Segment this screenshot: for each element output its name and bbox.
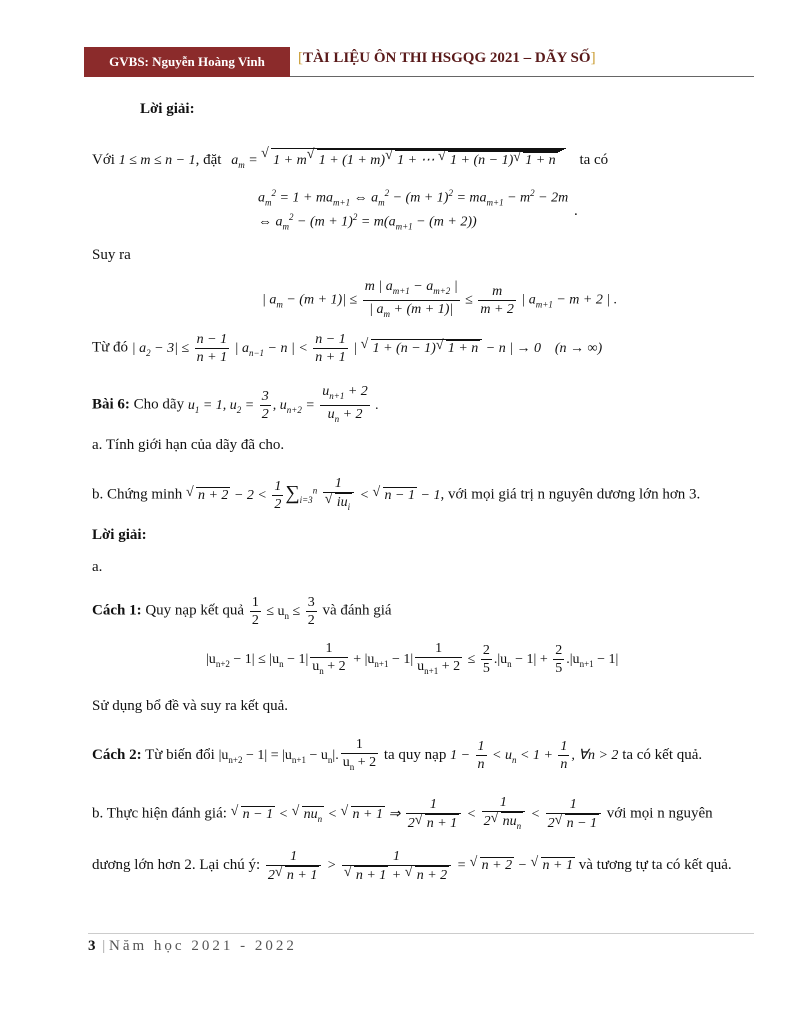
part-a: a. Tính giới hạn của dãy đã cho. (92, 437, 285, 453)
definition-line: Với 1 ≤ m ≤ n − 1, đặt $a_m$ = √ 1 + m√ 1 + (1 + m)√ 1 + ⋯ √ 1 + (n − 1)√ 1 + n ta có (92, 148, 608, 170)
page-number: 3 (88, 938, 96, 954)
method-1-estimate: $|u_{n+2} - 1| \le |u_n - 1|$ $\frac{1}{u_n + 2}$ + $|u_{n+1} - 1|$ $\frac{1}{u_{n+1} + 2}$ ≤ $\frac{2}{5}$ $.|u_n - 1|$ + $\frac{2}{5}$ $.|u_{n+1} - 1|$ (206, 641, 619, 677)
school-year: Năm học 2021 - 2022 (109, 938, 297, 954)
tu-do-line: Từ đó | $a_2 - 3|$ ≤ $\frac{n - 1}{n + 1}$ | $a_{n-1} - n$ | < $\frac{n - 1}{n + 1}$ | √ 1 + (n − 1)√ 1 + n − n | → 0 (n → ∞) (92, 331, 602, 366)
equation-equivalence: ⇔ $a_m^2 - (m + 1)^2 = m(a_{m+1} - (m + 2))$ (258, 212, 477, 232)
a-label: a. (92, 559, 103, 575)
problem-6: Bài 6: Cho dãy $u_1 = 1$, $u_2$ = $\frac{3}{2}$ , $u_{n+2}$ = $\frac{u_{n+1} + 2}{u_n + 2}$ . (92, 384, 379, 424)
footer: 3 | Năm học 2021 - 2022 (88, 938, 297, 954)
su-dung: Sử dụng bổ đề và suy ra kết quả. (92, 698, 289, 714)
part-b-solution: b. Thực hiện đánh giá: √ n − 1 < √ $nu_n$ < √ n + 1 ⇒ $\frac{1}{2√ n + 1}$ < $\frac{1}{2√ nu_n}$ < $\frac{1}{2√ n - 1}$ với mọi n nguyên (92, 794, 713, 835)
part-b-solution-2: dương lớn hơn 2. Lại chú ý: $\frac{1}{2√ n + 1}$ > 1 √ n + 1 + √ n + 2 = √ n + 2 − √ n + 1 và tương tự ta có kết quả. (92, 848, 732, 884)
footer-divider (88, 933, 754, 934)
method-1: Cách 1: Quy nạp kết quả $\frac{1}{2}$ ≤ $u_n$ ≤ $\frac{3}{2}$ và đánh giá (92, 595, 392, 628)
equation-am-squared: $a_m^2 = 1 + ma_{m+1}$ ⇔ $a_m^2 - (m + 1)^2 = ma_{m+1} - m^2 - 2m$ (258, 188, 569, 208)
period: . (574, 203, 578, 219)
header-author: GVBS: Nguyễn Hoàng Vinh (84, 47, 290, 77)
part-b: b. Chứng minh √ n + 2 − 2 < $\frac{1}{2}$ $\sum_{i=3}^n$ 1 √ $iu_i$ < √ n − 1 − 1, với mọi giá trị n nguyên dương lớn hơn 3. (92, 475, 700, 516)
header-title: [TÀI LIỆU ÔN THI HSGQG 2021 – DÃY SỐ] (298, 50, 596, 66)
inequality-suy-ra: | $a_m - (m + 1)|$ ≤ $\frac{m | a_{m+1} - a_{m+2} |}{| a_m + (m + 1)|}$ ≤ $\frac{m}{m + 2}$ | $a_{m+1} - m + 2$ | . (262, 279, 618, 319)
solution-heading: Lời giải: (140, 101, 195, 117)
suy-ra: Suy ra (92, 247, 131, 263)
solution-heading-2: Lời giải: (92, 527, 147, 543)
method-2: Cách 2: Từ biến đổi $|u_{n+2} - 1| = |u_{n+1} - u_n|$. $\frac{1}{u_n + 2}$ ta quy nạp 1 − $\frac{1}{n}$ < $u_n < 1$ + $\frac{1}{n}$ , ∀n > 2 ta có kết quả. (92, 737, 703, 773)
header-divider (290, 76, 754, 77)
